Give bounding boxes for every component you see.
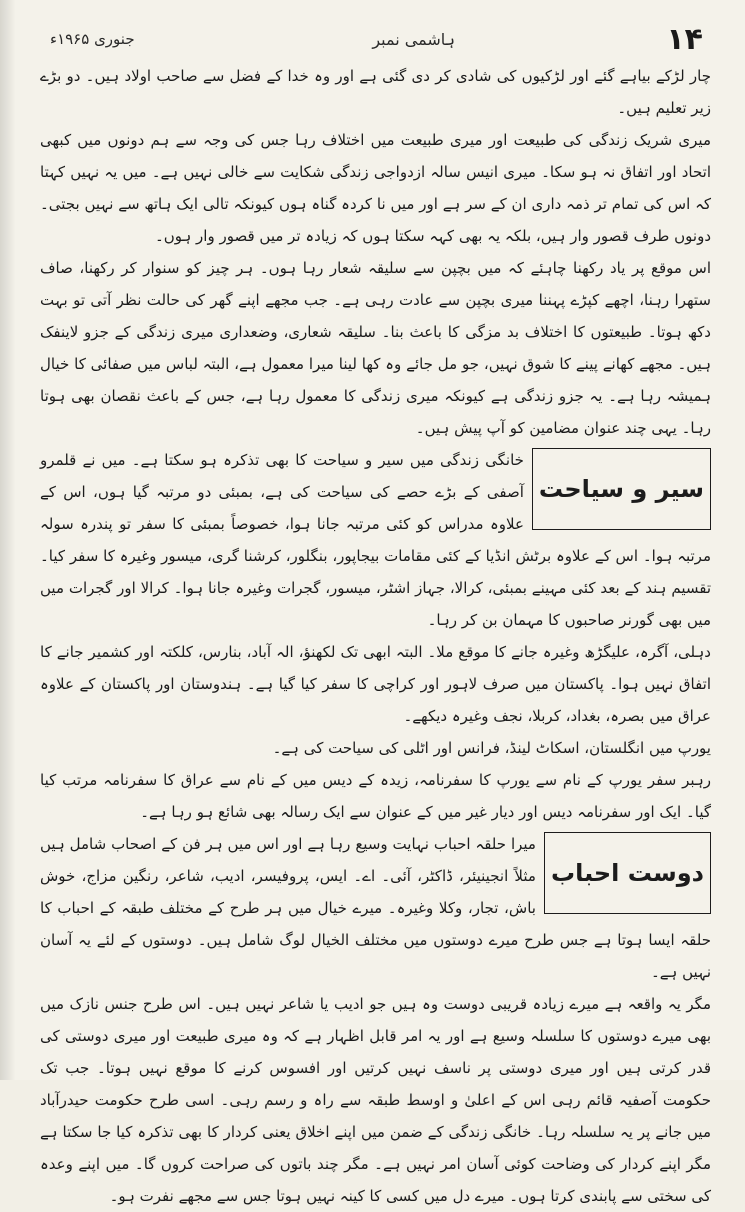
paragraph: میری شریک زندگی کی طبیعت اور میری طبیعت میں اختلاف رہا جس کی وجہ سے ہم دونوں میں کبھی اتحاد اور اتفاق نہ ہو سکا۔ میری انیس سالہ ازدواجی زندگی شکایت سے خالی نہیں ہے۔ میں یہ نہیں کہتا کہ اس کی تمام تر ذمہ داری ان کے سر ہے اور میں نا کردہ گناہ ہوں کیونکہ تالی ایک ہاتھ سے نہیں بجتی۔ دونوں طرف قصور وار ہیں، بلکہ یہ بھی کہہ سکتا ہوں کہ زیادہ تر میں قصور وار ہوں۔ [40, 131, 711, 245]
page-number: ۱۴ [666, 22, 703, 57]
journal-title: ہاشمی نمبر [372, 30, 455, 49]
page-body [40, 60, 711, 1212]
section-title-travel: سیر و سیاحت [532, 448, 711, 530]
page-header [40, 22, 715, 58]
paragraph: خانگی زندگی میں سیر و سیاحت کا بھی تذکرہ ہو سکتا ہے۔ میں نے قلمرو آصفی کے بڑے حصے کی سیاحت کی ہے، بمبئی دو مرتبہ گیا ہوں، اس کے علاوہ مدراس کو کئی مرتبہ جانا ہوا، خصوصاً بمبئی کا سفر تو پندرہ سولہ مرتبہ ہوا۔ اس کے علاوہ برٹش انڈیا کے کئی مقامات بیجاپور، بنگلور، کرشنا گری، میسور وغیرہ کا سفر کیا۔ تقسیم ہند کے بعد کئی مہینے بمبئی، کرالا، جہاز اشٹر، میسور، گجرات وغیرہ جانا ہوا۔ کرالا اور گجرات میں میں بھی گورنر صاحبوں کا مہمان بن کر رہا۔ [40, 451, 711, 629]
paragraph: میرا حلقہ احباب نہایت وسیع رہا ہے اور اس میں ہر فن کے اصحاب شامل ہیں مثلاً انجینیئر، ڈاکٹر، آئی۔ اے۔ ایس، پروفیسر، ادیب، شاعر، رنگین مزاج، خوش باش، تجار، وکلا وغیرہ۔ میرے خیال میں ہر طرح کے مختلف طبقہ کے احباب کا حلقہ ایسا ہوتا ہے جس طرح میرے دوستوں میں مختلف الخیال لوگ شامل ہیں۔ دوستوں کے لئے یہ آسان نہیں ہے۔ [40, 835, 711, 981]
paragraph: دہلی، آگرہ، علیگڑھ وغیرہ جانے کا موقع ملا۔ البتہ ابھی تک لکھنؤ، الہ آباد، بنارس، کلکتہ اور کشمیر جانے کا اتفاق نہیں ہوا۔ پاکستان میں صرف لاہور اور کراچی کا سفر کیا گیا ہے۔ ہندوستان اور پاکستان کے علاوہ عراق میں بصرہ، بغداد، کربلا، نجف وغیرہ دیکھے۔ [40, 643, 711, 725]
page-fold-shadow [0, 0, 16, 1080]
section-travel [40, 444, 711, 828]
paragraph: یورپ میں انگلستان، اسکاٹ لینڈ، فرانس اور اٹلی کی سیاحت کی ہے۔ [272, 739, 711, 757]
section-friends [40, 828, 711, 1212]
paragraph: اس موقع پر یاد رکھنا چاہئے کہ میں بچپن سے سلیقہ شعار رہا ہوں۔ ہر چیز کو سنوار کر رکھنا، صاف ستھرا رہنا، اچھے کپڑے پہننا میری بچپن سے عادت رہی ہے۔ جب مجھے اپنے گھر کی حالت نظر آتی تو بہت دکھ ہوتا۔ طبیعتوں کا اختلاف بد مزگی کا باعث بنا۔ سلیقہ شعاری، وضعداری میری زندگی کے جزو لاینفک ہیں۔ مجھے کھانے پینے کا شوق نہیں، جو مل جائے وہ کھا لینا میرا معمول ہے، البتہ لباس میں صفائی کا خیال ہمیشہ رہا ہے۔ یہ جزو زندگی ہے کیونکہ میری زندگی کا معمول رہا ہے، جس کے باعث نقصان بھی ہوتا رہا۔ یہی چند عنوان مضامین کو آپ پیش ہیں۔ [40, 259, 711, 437]
paragraph: رہبر سفر یورپ کے نام سے یورپ کا سفرنامہ، زیدہ کے دیس میں کے نام سے عراق کا سفرنامہ مرتب کیا گیا۔ ایک اور سفرنامہ دیس اور دیار غیر میں کے عنوان سے ایک رسالہ بھی شائع ہو رہا ہے۔ [40, 771, 711, 821]
paragraph: چار لڑکے بیاہے گئے اور لڑکیوں کی شادی کر دی گئی ہے اور وہ خدا کے فضل سے صاحب اولاد ہیں۔ دو بڑے زیر تعلیم ہیں۔ [40, 67, 711, 117]
section-title-friends: دوست احباب [544, 832, 711, 914]
issue-date: جنوری ۱۹۶۵ء [50, 30, 135, 48]
paragraph: مگر یہ واقعہ ہے میرے زیادہ قریبی دوست وہ ہیں جو ادیب یا شاعر نہیں ہیں۔ اس طرح جنس نازک میں بھی میرے دوستوں کا سلسلہ وسیع ہے اور یہ امر قابل اظہار ہے کہ وہ میری طبیعت اور میری دوستی کی قدر کرتی ہیں اور میری دوستی پر ناسف نہیں کرتیں اور افسوس کرنے کا موقع نہیں ہوتا۔ جب تک حکومت آصفیہ قائم رہی اس کے اعلیٰ و اوسط طبقہ سے راہ و رسم رہی۔ اسی طرح حکومت حیدرآباد میں جانے پر یہ سلسلہ رہا۔ خانگی زندگی کے ضمن میں اپنے اخلاق یعنی کردار کا بھی تذکرہ کیا جا سکتا ہے مگر اپنے کردار کی وضاحت کوئی آسان امر نہیں ہے۔ مگر چند باتوں کی صراحت کروں گا۔ میں اپنے وعدہ کی سختی سے پابندی کرتا ہوں۔ میرے دل میں کسی کا کینہ نہیں ہوتا جس سے مجھے نفرت ہو۔ [40, 995, 711, 1205]
